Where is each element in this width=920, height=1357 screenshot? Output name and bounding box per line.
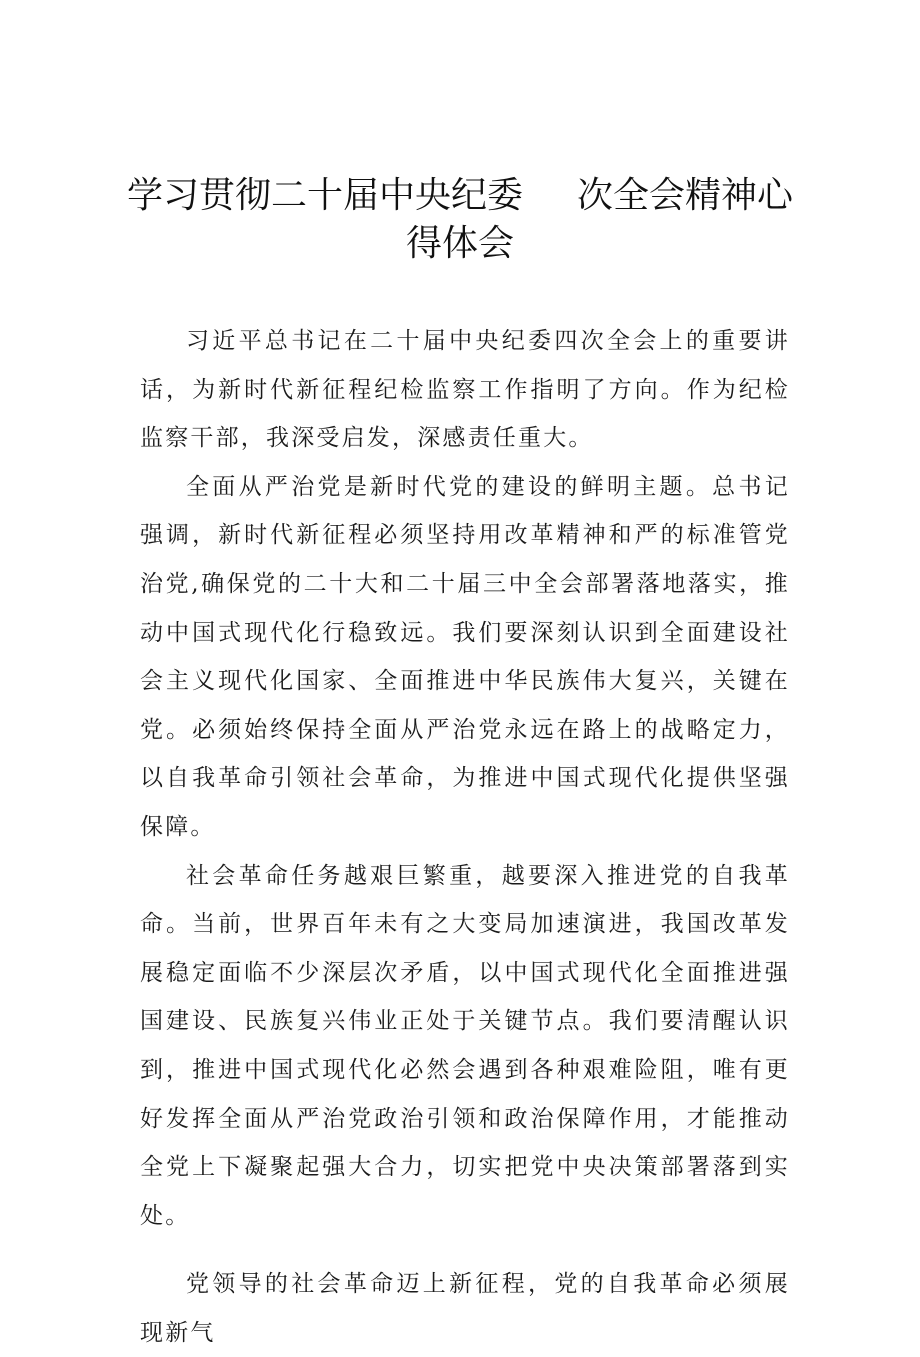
document-title-line-2: 得体会	[405, 223, 514, 264]
title-part-2: 次全会精神心	[577, 175, 794, 216]
paragraph-3: 社会革命任务越艰巨繁重，越要深入推进党的自我革命。当前，世界百年未有之大变局加速演进，我国改革发展稳定面临不少深层次矛盾，以中国式现代化全面推进强国建设、民族复兴伟业正处于关键节点。我们要清醒认识到，推进中国式现代化必然会遇到各种艰难险阻，唯有更好发挥全面从严治党政治引领和政治保障作用，才能推动全党上下凝聚起强大合力，切实把党中央决策部署落到实处。	[140, 862, 790, 1229]
title-part-1: 学习贯彻二十届中央纪委	[126, 175, 523, 216]
paragraph-spacer	[140, 1240, 790, 1260]
paragraph-4: 党领导的社会革命迈上新征程，党的自我革命必须展现新气	[140, 1271, 790, 1346]
paragraph-2: 全面从严治党是新时代党的建设的鲜明主题。总书记强调，新时代新征程必须坚持用改革精神和严的标准管党治党,确保党的二十大和二十届三中全会部署落地落实，推动中国式现代化行稳致远。我们要深刻认识到全面建设社会主义现代化国家、全面推进中华民族伟大复兴，关键在党。必须始终保持全面从严治党永远在路上的战略定力，以自我革命引领社会革命，为推进中国式现代化提供坚强保障。	[140, 473, 790, 840]
paragraph-1: 习近平总书记在二十届中央纪委四次全会上的重要讲话，为新时代新征程纪检监察工作指明了方向。作为纪检监察干部，我深受启发，深感责任重大。	[140, 328, 790, 452]
document-title-line-1	[100, 172, 820, 220]
document-body	[140, 317, 790, 1357]
